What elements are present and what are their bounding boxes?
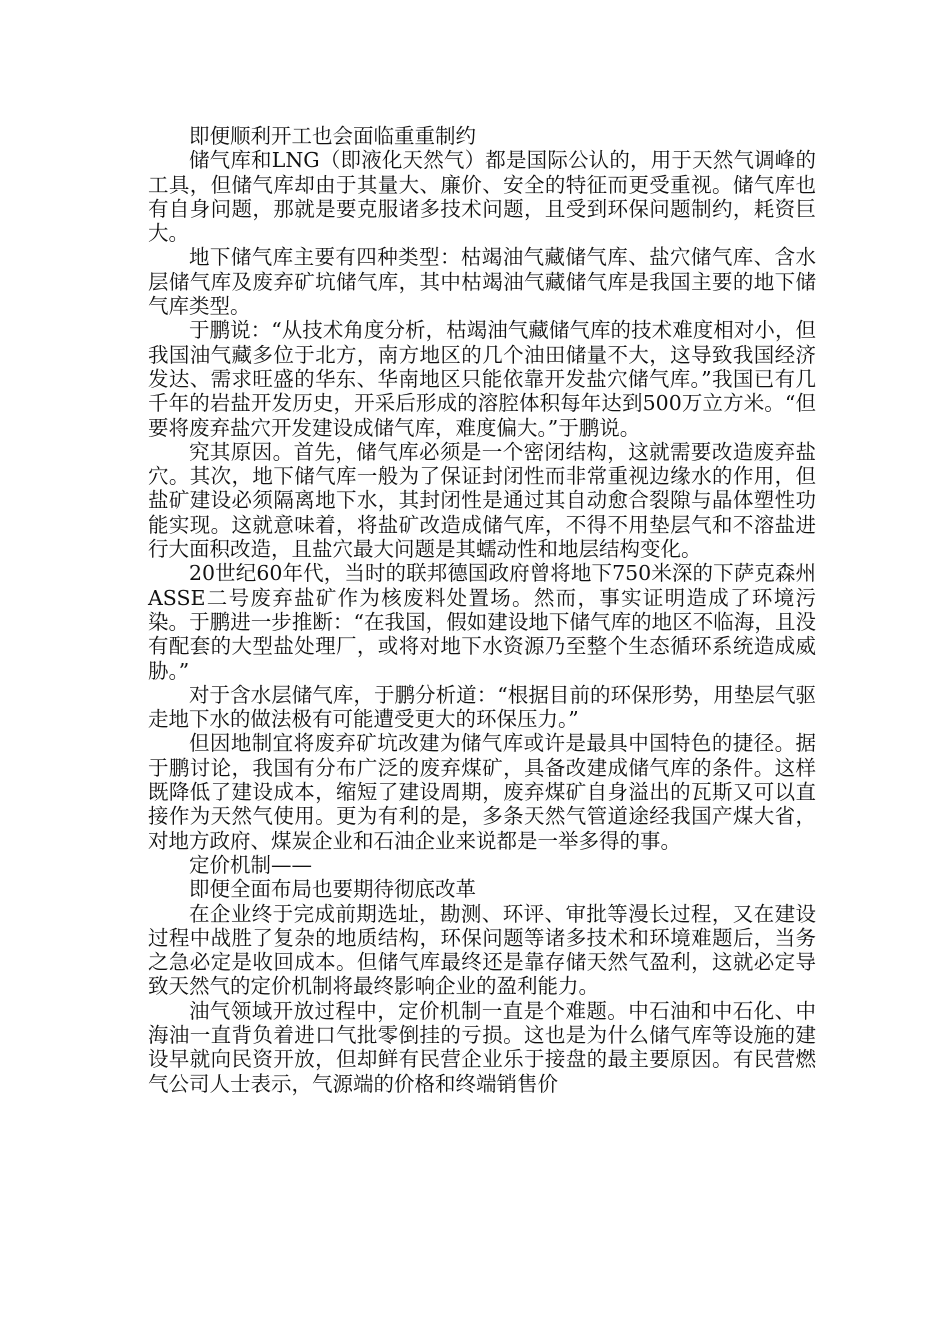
body-paragraph: 油气领域开放过程中，定价机制一直是个难题。中石油和中石化、中海油一直背负着进口气批零倒挂的亏损。这也是为什么储气库等设施的建设早就向民资开放，但却鲜有民营企业乐于接盘的最主要原因。有民营燃气公司人士表示，气源端的价格和终端销售价: [148, 998, 816, 1096]
section-heading: 即便顺利开工也会面临重重制约: [189, 124, 476, 148]
body-paragraph: 在企业终于完成前期选址，勘测、环评、审批等漫长过程，又在建设过程中战胜了复杂的地质结构，环保问题等诸多技术和环境难题后，当务之急必定是收回成本。但储气库最终还是靠存储天然气盈利，这就必定导致天然气的定价机制将最终影响企业的盈利能力。: [148, 901, 816, 999]
body-paragraph: 但因地制宜将废弃矿坑改建为储气库或许是最具中国特色的捷径。据于鹏讨论，我国有分布广泛的废弃煤矿，具备改建成储气库的条件。这样既降低了建设成本，缩短了建设周期，废弃煤矿自身溢出的瓦斯又可以直接作为天然气使用。更为有利的是，多条天然气管道途经我国产煤大省，对地方政府、煤炭企业和石油企业来说都是一举多得的事。: [148, 731, 816, 853]
body-paragraph: 20世纪60年代，当时的联邦德国政府曾将地下750米深的下萨克森州ASSE二号废弃盐矿作为核废料处置场。然而，事实证明造成了环境污染。于鹏进一步推断：“在我国，假如建设地下储气库的地区不临海，且没有配套的大型盐处理厂，或将对地下水资源乃至整个生态循环系统造成威胁。”: [148, 561, 816, 683]
body-paragraph: 储气库和LNG（即液化天然气）都是国际公认的，用于天然气调峰的工具，但储气库却由于其量大、廉价、安全的特征而更受重视。储气库也有自身问题，那就是要克服诸多技术问题，且受到环保问题制约，耗资巨大。: [148, 148, 816, 246]
section-heading: 定价机制——: [189, 852, 312, 877]
section-subheading: 即便全面布局也要期待彻底改革: [189, 877, 476, 902]
body-paragraph: 究其原因。首先，储气库必须是一个密闭结构，这就需要改造废弃盐穴。其次，地下储气库一般为了保证封闭性而非常重视边缘水的作用，但盐矿建设必须隔离地下水，其封闭性是通过其自动愈合裂隙与晶体塑性功能实现。这就意味着，将盐矿改造成储气库，不得不用垫层气和不溶盐进行大面积改造，且盐穴最大问题是其蠕动性和地层结构变化。: [148, 439, 816, 562]
document-body: [148, 124, 816, 1096]
body-paragraph: 对于含水层储气库，于鹏分析道：“根据目前的环保形势，用垫层气驱走地下水的做法极有可能遭受更大的环保压力。”: [148, 682, 816, 732]
body-paragraph: 于鹏说：“从技术角度分析，枯竭油气藏储气库的技术难度相对小，但我国油气藏多位于北方，南方地区的几个油田储量不大，这导致我国经济发达、需求旺盛的华东、华南地区只能依靠开发盐穴储气库。”我国已有几千年的岩盐开发历史，开采后形成的溶腔体积每年达到500万立方米。“但要将废弃盐穴开发建设成储气库，难度偏大。”于鹏说。: [148, 318, 816, 440]
body-paragraph: 地下储气库主要有四种类型：枯竭油气藏储气库、盐穴储气库、含水层储气库及废弃矿坑储气库，其中枯竭油气藏储气库是我国主要的地下储气库类型。: [148, 245, 816, 319]
